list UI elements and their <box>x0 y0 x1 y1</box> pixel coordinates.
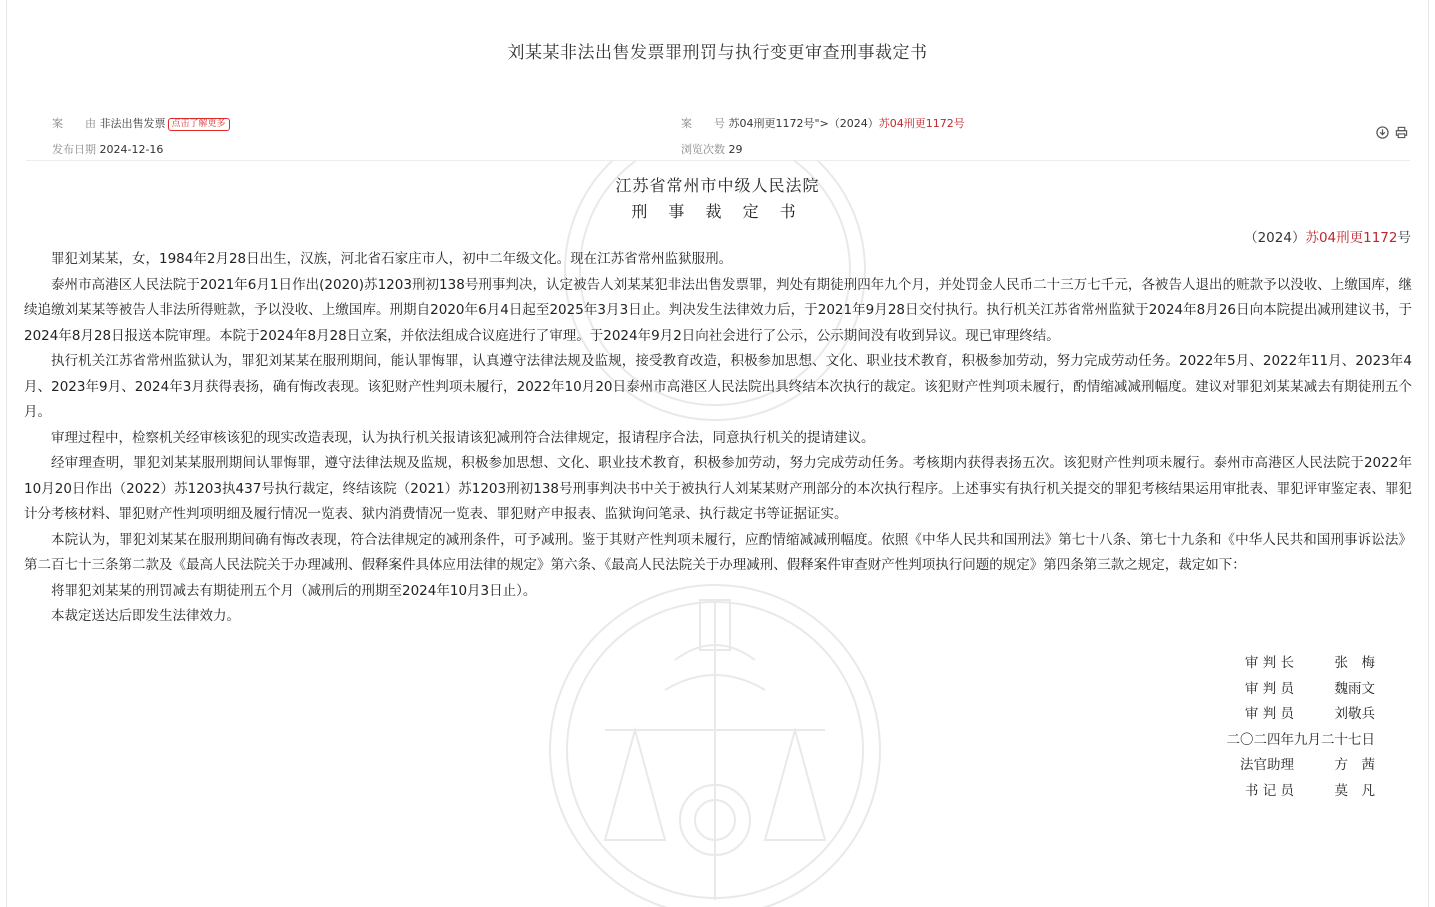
paragraph: 本裁定送达后即发生法律效力。 <box>51 608 240 624</box>
paragraph: 本院认为，罪犯刘某某在服刑期间确有悔改表现，符合法律规定的减刑条件，可予减刑。鉴于其财产性判项未履行，应酌情缩减减刑幅度。依照《中华人民共和国刑法》第七十八条、第七十九条和《中华人民共和国刑事诉讼法》第二百七十三条第二款及《最高人民法院关于办理减刑、假释案件具体应用法律的规定》第六条、《最高人民法院关于办理减刑、假释案件审查财产性判项执行问题的规定》第四条第三款之规定，裁定如下： <box>24 531 1412 573</box>
view-count-value: 29 <box>728 143 743 156</box>
document-title: 刘某某非法出售发票罪刑罚与执行变更审查刑事裁定书 <box>507 43 928 63</box>
signature-row <box>1227 702 1376 728</box>
paragraph: 泰州市高港区人民法院于2021年6月1日作出(2020)苏1203刑初138号刑事判决，认定被告人刘某某犯非法出售发票罪，判处有期徒刑四年九个月，并处罚金人民币二十三万七千元，各被告人退出的赃款予以没收、上缴国库，继续追缴刘某某等被告人非法所得赃款，予以没收、上缴国库。刑期自2020年6月4日起至2025年3月3日止。判决发生法律效力后，于2021年9月28日交付执行。执行机关江苏省常州监狱于2024年8月26日向本院提出减刑建议书，于2024年8月28日报送本院审理。本院于2024年8月28日立案，并依法组成合议庭进行了审理。于2024年9月2日向社会进行了公示，公示期间没有收到异议。现已审理终结。 <box>24 276 1412 344</box>
signature-row <box>1227 779 1376 805</box>
publish-date <box>52 141 163 157</box>
document-body <box>24 247 1412 630</box>
paragraph: 执行机关江苏省常州监狱认为，罪犯刘某某在服刑期间，能认罪悔罪，认真遵守法律法规及监规，接受教育改造，积极参加思想、文化、职业技术教育，积极参加劳动，努力完成劳动任务。2022年5月、2022年11月、2023年4月、2023年9月、2024年3月获得表扬，确有悔改表现。该犯财产性判项未履行，2022年10月20日泰州市高港区人民法院出具终结本次执行的裁定。该犯财产性判项未履行，酌情缩减减刑幅度。建议对罪犯刘某某减去有期徒刑五个月。 <box>24 353 1412 420</box>
learn-more-tag[interactable]: 点击了解更多 <box>168 118 230 131</box>
signature-name: 魏雨文 <box>1334 680 1375 697</box>
publish-date-label: 发布日期 <box>52 143 96 156</box>
signature-name: 方 茜 <box>1334 757 1375 773</box>
signature-name: 莫 凡 <box>1334 782 1375 799</box>
view-count-label: 浏览次数 <box>681 143 725 156</box>
signature-role: 法官助理 <box>1240 757 1294 773</box>
case-number-suffix: 号 <box>1397 230 1411 246</box>
signature-row <box>1227 753 1376 779</box>
paragraph: 将罪犯刘某某的刑罚减去有期徒刑五个月（减刑后的刑期至2024年10月3日止）。 <box>51 582 537 599</box>
paragraph: 经审理查明，罪犯刘某某服刑期间认罪悔罪，遵守法律法规及监规，积极参加思想、文化、职业技术教育，积极参加劳动，努力完成劳动任务。考核期内获得表扬五次。该犯财产性判项未履行。泰州市高港区人民法院于2022年10月20日作出（2022）苏1203执437号执行裁定，终结该院（2021）苏1203刑初138号刑事判决书中关于被执行人刘某某财产刑部分的本次执行程序。上述事实有执行机关提交的罪犯考核结果运用审批表、罪犯评审鉴定表、罪犯计分考核材料、罪犯财产性判项明细及履行情况一览表、狱内消费情况一览表、罪犯财产申报表、监狱询问笔录、执行裁定书等证据证实。 <box>24 455 1412 522</box>
view-count <box>681 141 743 157</box>
paragraph: 审理过程中，检察机关经审核该犯的现实改造表现，认为执行机关报请该犯减刑符合法律规定，报请程序合法，同意执行机关的提请建议。 <box>51 429 875 446</box>
case-number-red: 苏04刑更1172号 <box>878 117 965 130</box>
signature-role: 书 记 员 <box>1244 782 1294 799</box>
publish-date-value: 2024-12-16 <box>99 143 164 156</box>
case-number-prefix: 苏04刑更1172号">（2024） <box>728 117 879 130</box>
case-cause-label: 案 由 <box>52 117 96 130</box>
signature-row <box>1227 677 1376 703</box>
signature-name: 张 梅 <box>1334 655 1375 671</box>
case-cause <box>52 115 230 131</box>
document-type: 刑 事 裁 定 书 <box>631 202 804 221</box>
signature-date: 二〇二四年九月二十七日 <box>1226 731 1375 748</box>
signature-role: 审 判 长 <box>1244 655 1294 671</box>
signature-role: 审 判 员 <box>1244 680 1294 697</box>
court-name: 江苏省常州市中级人民法院 <box>615 176 820 195</box>
signature-name: 刘敬兵 <box>1334 706 1375 722</box>
case-number-year: （2024） <box>1244 230 1306 246</box>
signature-role: 审 判 员 <box>1244 706 1294 722</box>
case-number-code: 苏04刑更1172 <box>1305 230 1398 246</box>
signature-row <box>1227 651 1376 677</box>
case-cause-value: 非法出售发票 <box>99 117 166 130</box>
document-case-number <box>1244 226 1411 246</box>
case-number-label: 案 号 <box>681 117 725 130</box>
signature-block <box>1227 651 1376 804</box>
print-icon[interactable] <box>1395 126 1408 139</box>
paragraph: 罪犯刘某某，女，1984年2月28日出生，汉族，河北省石家庄市人，初中二年级文化。现在江苏省常州监狱服刑。 <box>51 251 733 267</box>
download-icon[interactable] <box>1376 126 1389 139</box>
header-divider <box>26 160 1410 161</box>
case-number-meta <box>681 115 965 131</box>
